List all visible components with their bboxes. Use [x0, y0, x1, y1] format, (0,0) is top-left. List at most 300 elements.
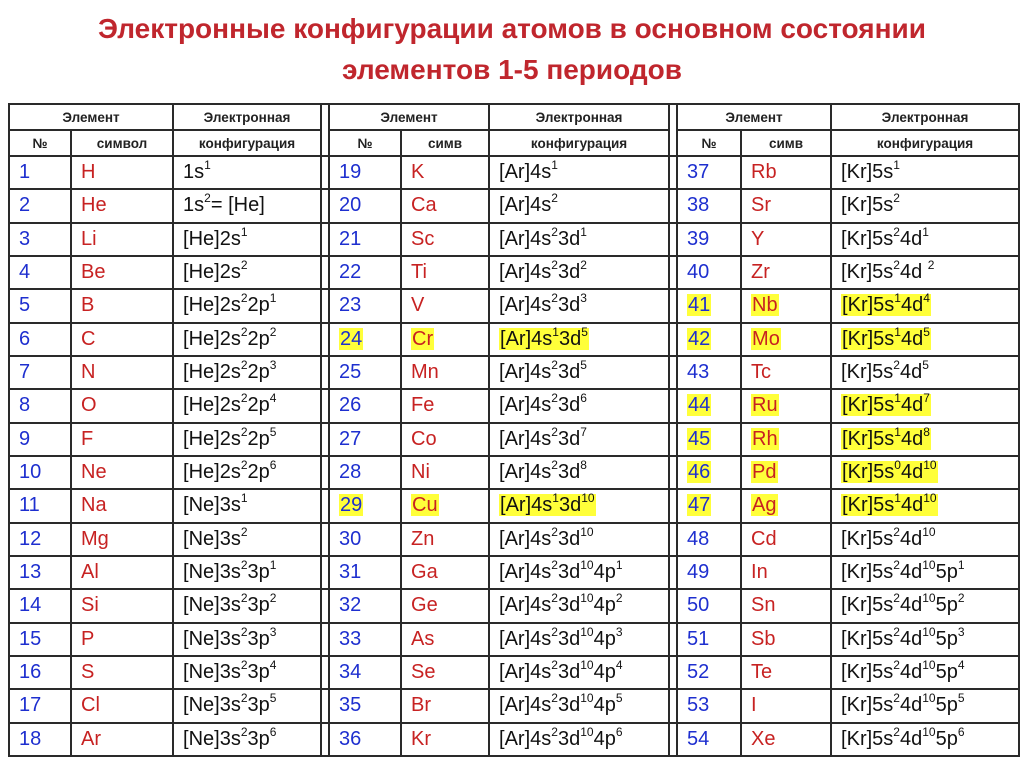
atomic-number-text: 20: [339, 194, 362, 217]
atomic-number-text: 32: [339, 594, 362, 617]
element-symbol: [401, 323, 489, 356]
electron-configuration: [173, 589, 321, 622]
element-symbol: [71, 189, 173, 222]
atomic-number-text: 37: [687, 161, 710, 184]
atomic-number-text: 38: [687, 194, 710, 217]
atomic-number: [9, 423, 71, 456]
element-symbol-text: Zn: [411, 527, 435, 550]
header-symbol: симв: [401, 130, 489, 156]
superscript: 3: [580, 291, 587, 306]
superscript: 2: [240, 724, 248, 739]
column-gap: [669, 489, 677, 522]
table-row: [9, 589, 1019, 622]
header-symbol: симв: [741, 130, 831, 156]
electron-configuration-text: $[Kr]5s^14d^8$: [842, 424, 930, 450]
atomic-number: [329, 323, 401, 356]
superscript: 2: [957, 591, 965, 606]
header-config: конфигурация: [489, 130, 669, 156]
element-symbol-text: N: [81, 361, 96, 384]
electron-configuration-text: $[Ne]3s^23p^3$: [183, 624, 277, 650]
table-row: [9, 356, 1019, 389]
electron-configuration-text: $[Ar]4s^23d^{10}4p^4$: [499, 658, 623, 684]
table-row: [9, 189, 1019, 222]
superscript: 2: [551, 591, 558, 606]
atomic-number-text: 44: [688, 394, 711, 417]
electron-configuration: [489, 456, 669, 489]
atomic-number: [9, 489, 71, 522]
element-symbol: [741, 323, 831, 356]
superscript: 6: [580, 391, 587, 406]
atomic-number-text: 47: [688, 494, 711, 517]
element-symbol-text: S: [81, 661, 95, 684]
superscript: 2: [551, 258, 558, 273]
electron-configuration-text: $[Ar]4s^23d^8$: [499, 458, 587, 484]
superscript: 10: [580, 658, 594, 673]
electron-configuration: [489, 656, 669, 689]
superscript: 7: [580, 424, 587, 439]
atomic-number: [677, 189, 741, 222]
table-row: [9, 289, 1019, 322]
element-symbol: [71, 256, 173, 289]
electron-configuration: [489, 323, 669, 356]
element-symbol-text: I: [751, 694, 757, 717]
electron-configuration: [173, 189, 321, 222]
atomic-number-text: 14: [19, 594, 42, 617]
element-symbol: [401, 656, 489, 689]
element-symbol-text: Ar: [81, 727, 101, 750]
column-gap: [321, 656, 329, 689]
element-symbol: [401, 523, 489, 556]
electron-configuration: [831, 689, 1019, 722]
electron-configuration: [489, 189, 669, 222]
electron-configuration-text: $[Kr]5s^2$: [841, 191, 900, 217]
electron-configuration-text: $[Ar]4s^23d^{10}4p^2$: [499, 591, 623, 617]
atomic-number: [9, 289, 71, 322]
electron-configuration: [831, 556, 1019, 589]
element-symbol: [741, 456, 831, 489]
electron-configuration-text: $[Ar]4s^23d^1$: [499, 224, 587, 250]
electron-configuration-text: $[Kr]5s^14d^7$: [842, 391, 930, 417]
header-number: №: [9, 130, 71, 156]
element-symbol: [741, 423, 831, 456]
superscript: 1: [894, 491, 901, 506]
column-gap: [669, 323, 677, 356]
atomic-number: [9, 189, 71, 222]
superscript: 1: [552, 491, 559, 506]
electron-configuration-text: $[Kr]5s^24d^{10}5p^1$: [841, 558, 965, 584]
electron-configuration-text: $[Ne]3s^23p^1$: [183, 558, 277, 584]
superscript: 1: [240, 491, 248, 506]
column-gap: [321, 556, 329, 589]
superscript: 5: [922, 358, 929, 373]
superscript: 1: [552, 324, 559, 339]
electron-configuration-text: $[He]2s^1$: [183, 224, 248, 250]
column-gap: [669, 256, 677, 289]
atomic-number: [329, 456, 401, 489]
element-symbol: [741, 189, 831, 222]
column-gap: [669, 556, 677, 589]
element-symbol-text: B: [81, 294, 95, 317]
atomic-number: [677, 323, 741, 356]
element-symbol: [401, 289, 489, 322]
atomic-number-text: 4: [19, 261, 31, 284]
superscript: 1: [893, 158, 900, 173]
atomic-number: [329, 623, 401, 656]
electron-configuration: [173, 389, 321, 422]
element-symbol: [401, 223, 489, 256]
element-symbol-text: He: [81, 194, 107, 217]
electron-configuration-text: $[Ne]3s^23p^5$: [183, 691, 277, 717]
table-row: [9, 389, 1019, 422]
atomic-number-text: 33: [339, 627, 362, 650]
element-symbol-text: K: [411, 161, 425, 184]
element-symbol-text: Xe: [751, 727, 776, 750]
electron-configuration-text: $[Kr]5s^14d^4$: [842, 291, 930, 317]
element-symbol: [401, 589, 489, 622]
superscript: 0: [894, 458, 901, 473]
element-symbol-text: Ni: [411, 461, 430, 484]
atomic-number: [677, 656, 741, 689]
atomic-number-text: 53: [687, 694, 710, 717]
atomic-number: [9, 256, 71, 289]
electron-configuration-text: $[Ar]4s^13d^5$: [500, 324, 588, 350]
electron-configuration: [173, 689, 321, 722]
superscript: 2: [240, 291, 248, 306]
electron-configuration: [489, 389, 669, 422]
header-config: конфигурация: [831, 130, 1019, 156]
superscript: 10: [580, 724, 594, 739]
column-gap: [321, 356, 329, 389]
electron-configuration-text: $[Ne]3s^2$: [183, 524, 248, 550]
element-symbol: [71, 423, 173, 456]
superscript: 2: [240, 358, 248, 373]
element-symbol-text: Na: [81, 494, 107, 517]
element-symbol: [741, 356, 831, 389]
superscript: 1: [269, 558, 277, 573]
atomic-number: [677, 156, 741, 189]
atomic-number: [329, 223, 401, 256]
atomic-number-text: 45: [688, 427, 711, 450]
element-symbol-text: Pd: [752, 461, 777, 484]
superscript: 10: [922, 691, 936, 706]
superscript: 4: [269, 391, 277, 406]
element-symbol-text: Zr: [751, 261, 770, 284]
element-symbol-text: O: [81, 394, 97, 417]
electron-configuration: [489, 356, 669, 389]
header-config: Электронная: [831, 104, 1019, 130]
table-row: [9, 723, 1019, 756]
element-symbol: [401, 723, 489, 756]
element-symbol: [401, 356, 489, 389]
atomic-number-text: 10: [19, 461, 42, 484]
column-gap: [669, 156, 677, 189]
superscript: 4: [923, 291, 930, 306]
atomic-number-text: 2: [19, 194, 31, 217]
electron-configuration-text: $[Kr]5s^24d^{10}5p^4$: [841, 658, 965, 684]
atomic-number-text: 52: [687, 661, 710, 684]
electron-configuration-text: $[Kr]5s^24d^5$: [841, 358, 929, 384]
element-symbol: [741, 389, 831, 422]
superscript: 2: [240, 624, 248, 639]
electron-configuration-text: $[He]2s^22p^1$: [183, 291, 277, 317]
atomic-number-text: 27: [339, 427, 362, 450]
atomic-number: [677, 389, 741, 422]
atomic-number: [329, 723, 401, 756]
electron-configuration-text: $[Kr]5s^14d^{10}$: [842, 491, 937, 517]
superscript: 2: [551, 291, 558, 306]
element-symbol: [71, 356, 173, 389]
atomic-number: [677, 723, 741, 756]
electron-configuration: [831, 156, 1019, 189]
atomic-number: [677, 623, 741, 656]
superscript: 10: [923, 491, 937, 506]
electron-configuration-text: $[Ar]4s^2$: [499, 191, 558, 217]
superscript: 1: [615, 558, 623, 573]
electron-configuration-text: $[Ne]3s^23p^4$: [183, 658, 277, 684]
page-title: [0, 8, 1024, 90]
element-symbol: [71, 656, 173, 689]
table-row: [9, 156, 1019, 189]
atomic-number-text: 9: [19, 427, 31, 450]
superscript: 2: [551, 558, 558, 573]
atomic-number-text: 54: [687, 727, 710, 750]
electron-configuration-text: $[Ne]3s^23p^2$: [183, 591, 277, 617]
element-symbol: [401, 623, 489, 656]
electron-configuration: [831, 223, 1019, 256]
element-symbol: [741, 556, 831, 589]
electron-configuration-text: $1s^2= [He]$: [183, 191, 265, 217]
atomic-number-text: 42: [688, 327, 711, 350]
element-symbol: [71, 689, 173, 722]
electron-configuration: [173, 523, 321, 556]
atomic-number: [329, 523, 401, 556]
title-line-2: элементов 1-5 периодов: [342, 54, 682, 85]
header-config: Электронная: [489, 104, 669, 130]
superscript: 8: [580, 458, 587, 473]
electron-configuration-text: $[Ar]4s^23d^{10}$: [499, 524, 594, 550]
atomic-number: [677, 456, 741, 489]
atomic-number-text: 26: [339, 394, 362, 417]
atomic-number: [9, 356, 71, 389]
atomic-number: [677, 223, 741, 256]
element-symbol-text: Tc: [751, 361, 772, 384]
atomic-number: [9, 589, 71, 622]
header-number: №: [677, 130, 741, 156]
electron-configuration: [489, 689, 669, 722]
atomic-number: [9, 323, 71, 356]
atomic-number: [329, 189, 401, 222]
element-symbol-text: Ne: [81, 461, 107, 484]
electron-configuration-text: $1s^1$: [183, 158, 211, 184]
atomic-number-text: 25: [339, 361, 362, 384]
atomic-number-text: 19: [339, 161, 362, 184]
superscript: 10: [922, 724, 936, 739]
superscript: 10: [580, 591, 594, 606]
atomic-number-text: 34: [339, 661, 362, 684]
electron-configuration-text: $[Ar]4s^23d^5$: [499, 358, 587, 384]
superscript: 10: [922, 624, 936, 639]
atomic-number-text: 8: [19, 394, 31, 417]
element-symbol-text: P: [81, 627, 95, 650]
electron-configuration: [831, 723, 1019, 756]
superscript: 2: [240, 258, 248, 273]
superscript: 2: [240, 591, 248, 606]
electron-configuration: [831, 623, 1019, 656]
superscript: 2: [240, 458, 248, 473]
atomic-number-text: 18: [19, 727, 42, 750]
electron-configuration: [489, 489, 669, 522]
atomic-number-text: 13: [19, 561, 42, 584]
element-symbol-text: Ca: [411, 194, 437, 217]
superscript: 2: [893, 591, 900, 606]
atomic-number: [329, 589, 401, 622]
superscript: 2: [893, 658, 900, 673]
atomic-number-text: 35: [339, 694, 362, 717]
element-symbol-text: Sc: [411, 227, 435, 250]
superscript: 10: [580, 624, 594, 639]
atomic-number: [329, 656, 401, 689]
superscript: 2: [551, 358, 558, 373]
table-row: [9, 523, 1019, 556]
superscript: 1: [551, 158, 558, 173]
atomic-number-text: 6: [19, 327, 31, 350]
atomic-number-text: 12: [19, 527, 42, 550]
column-gap: [669, 656, 677, 689]
electron-configuration: [489, 723, 669, 756]
column-gap: [669, 389, 677, 422]
column-gap: [321, 189, 329, 222]
atomic-number-text: 7: [19, 361, 31, 384]
atomic-number-text: 51: [687, 627, 710, 650]
atomic-number-text: 48: [687, 527, 710, 550]
superscript: 4: [269, 658, 277, 673]
column-gap: [321, 456, 329, 489]
electron-configuration: [489, 289, 669, 322]
superscript: 3: [269, 358, 277, 373]
atomic-number-text: 49: [687, 561, 710, 584]
column-gap: [321, 589, 329, 622]
element-symbol-text: Sr: [751, 194, 772, 217]
element-symbol: [401, 256, 489, 289]
atomic-number-text: 30: [339, 527, 362, 550]
electron-configuration-text: $[He]2s^22p^6$: [183, 458, 277, 484]
electron-configuration-text: $[Kr]5s^24d^{10}5p^3$: [841, 624, 965, 650]
element-symbol-text: Cu: [412, 494, 438, 517]
atomic-number: [9, 623, 71, 656]
atomic-number: [677, 556, 741, 589]
element-symbol: [401, 156, 489, 189]
electron-configuration-table: [8, 103, 1020, 757]
element-symbol-text: Kr: [411, 727, 432, 750]
column-gap: [669, 189, 677, 222]
table-row: [9, 556, 1019, 589]
electron-configuration: [831, 356, 1019, 389]
element-symbol-text: Se: [411, 661, 436, 684]
element-symbol: [401, 389, 489, 422]
superscript: 2: [893, 724, 900, 739]
electron-configuration-text: $[Ar]4s^23d^{10}4p^5$: [499, 691, 623, 717]
superscript: 2: [240, 391, 248, 406]
electron-configuration-text: $[Ar]4s^23d^6$: [499, 391, 587, 417]
column-gap: [669, 289, 677, 322]
electron-configuration: [489, 156, 669, 189]
superscript: 2: [269, 324, 277, 339]
atomic-number: [677, 589, 741, 622]
superscript: 8: [923, 424, 930, 439]
superscript: 4: [957, 658, 965, 673]
atomic-number-text: 3: [19, 227, 31, 250]
header-number: №: [329, 130, 401, 156]
atomic-number: [677, 289, 741, 322]
superscript: 10: [922, 591, 936, 606]
atomic-number: [329, 356, 401, 389]
superscript: 1: [922, 224, 929, 239]
column-gap: [669, 423, 677, 456]
element-symbol-text: C: [81, 327, 96, 350]
superscript: 2: [615, 591, 623, 606]
electron-configuration: [173, 223, 321, 256]
superscript: 2: [893, 691, 900, 706]
element-symbol: [71, 456, 173, 489]
superscript: 2: [551, 724, 558, 739]
superscript: 6: [615, 724, 623, 739]
column-gap: [669, 356, 677, 389]
header-config: конфигурация: [173, 130, 321, 156]
atomic-number-text: 5: [19, 294, 31, 317]
atomic-number: [9, 156, 71, 189]
superscript: 2: [551, 658, 558, 673]
column-gap: [669, 523, 677, 556]
atomic-number: [9, 689, 71, 722]
element-symbol: [401, 189, 489, 222]
superscript: 5: [581, 324, 588, 339]
electron-configuration: [173, 556, 321, 589]
superscript: 5: [269, 691, 277, 706]
element-symbol-text: Te: [751, 661, 773, 684]
atomic-number-text: 11: [19, 494, 40, 517]
superscript: 2: [551, 458, 558, 473]
element-symbol: [71, 589, 173, 622]
element-symbol-text: V: [411, 294, 425, 317]
superscript: 3: [957, 624, 965, 639]
electron-configuration: [173, 356, 321, 389]
superscript: 10: [922, 658, 936, 673]
electron-configuration: [489, 523, 669, 556]
electron-configuration-text: $[Ar]4s^23d^3$: [499, 291, 587, 317]
column-gap: [669, 456, 677, 489]
superscript: 2: [269, 591, 277, 606]
superscript: 1: [894, 324, 901, 339]
electron-configuration: [831, 456, 1019, 489]
electron-configuration-text: $[He]2s^22p^2$: [183, 324, 277, 350]
column-gap: [321, 723, 329, 756]
superscript: 1: [269, 291, 277, 306]
title-line-1: Электронные конфигурации атомов в основном состоянии: [98, 13, 926, 44]
electron-configuration-text: $[Ar]4s^23d^{10}4p^1$: [499, 558, 623, 584]
column-gap: [321, 623, 329, 656]
element-symbol-text: Ti: [411, 261, 427, 284]
electron-configuration: [173, 323, 321, 356]
atomic-number: [677, 256, 741, 289]
superscript: 10: [581, 491, 595, 506]
element-symbol-text: Cl: [81, 694, 100, 717]
atomic-number: [9, 456, 71, 489]
element-symbol: [741, 256, 831, 289]
table-row: [9, 689, 1019, 722]
atomic-number: [329, 389, 401, 422]
header-row-top: [9, 104, 1019, 130]
element-symbol-text: Rh: [752, 427, 778, 450]
